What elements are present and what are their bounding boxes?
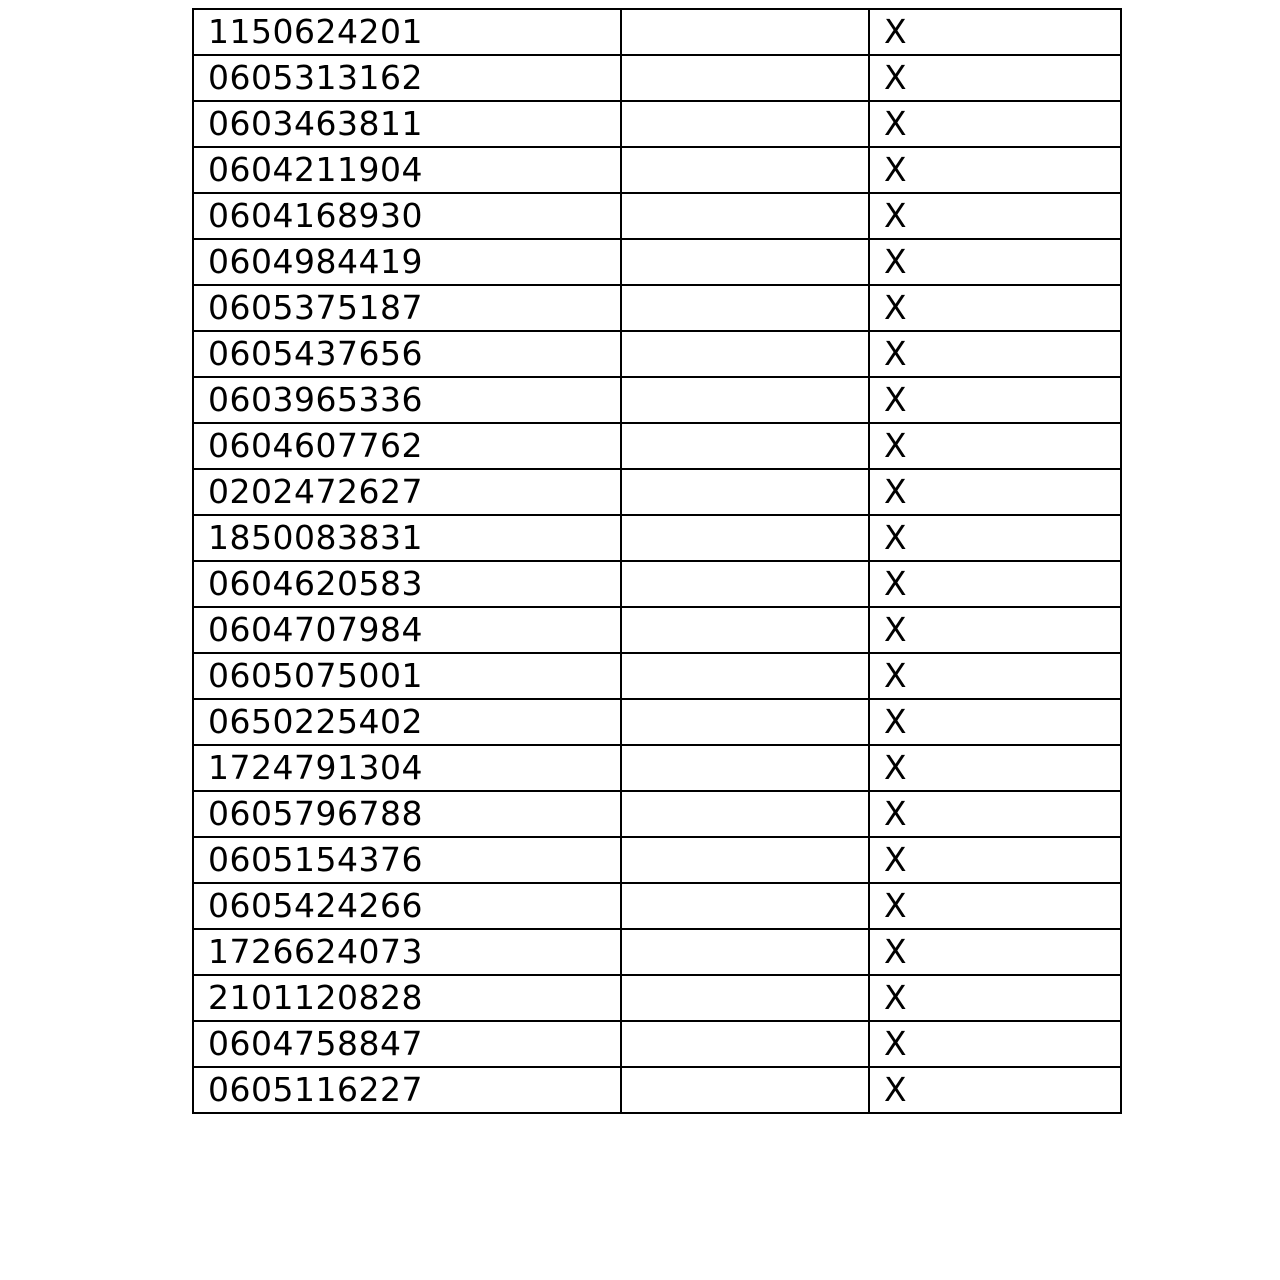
mark-cell: X <box>869 101 1121 147</box>
table-row <box>193 193 1121 239</box>
account-number-cell: 0604168930 <box>193 193 621 239</box>
account-number-cell: 0603965336 <box>193 377 621 423</box>
table-row <box>193 653 1121 699</box>
account-number-cell: 0605796788 <box>193 791 621 837</box>
account-number-cell: 1850083831 <box>193 515 621 561</box>
mark-cell: X <box>869 1067 1121 1113</box>
table-row <box>193 377 1121 423</box>
account-number-cell: 0604607762 <box>193 423 621 469</box>
blank-cell <box>621 745 869 791</box>
account-number-cell: 0604707984 <box>193 607 621 653</box>
mark-cell: X <box>869 699 1121 745</box>
table-row <box>193 1067 1121 1113</box>
account-number-cell: 0604211904 <box>193 147 621 193</box>
table-container <box>192 8 1076 1114</box>
mark-cell: X <box>869 653 1121 699</box>
mark-cell: X <box>869 55 1121 101</box>
table-row <box>193 1021 1121 1067</box>
table-row <box>193 699 1121 745</box>
account-number-cell: 0202472627 <box>193 469 621 515</box>
blank-cell <box>621 469 869 515</box>
table-row <box>193 469 1121 515</box>
table-row <box>193 607 1121 653</box>
blank-cell <box>621 147 869 193</box>
account-number-cell: 0604758847 <box>193 1021 621 1067</box>
account-number-cell: 1726624073 <box>193 929 621 975</box>
mark-cell: X <box>869 377 1121 423</box>
table-row <box>193 929 1121 975</box>
table-row <box>193 9 1121 55</box>
blank-cell <box>621 377 869 423</box>
table-row <box>193 147 1121 193</box>
mark-cell: X <box>869 745 1121 791</box>
mark-cell: X <box>869 975 1121 1021</box>
blank-cell <box>621 975 869 1021</box>
mark-cell: X <box>869 285 1121 331</box>
account-number-cell: 2101120828 <box>193 975 621 1021</box>
mark-cell: X <box>869 791 1121 837</box>
table-row <box>193 791 1121 837</box>
blank-cell <box>621 561 869 607</box>
mark-cell: X <box>869 469 1121 515</box>
table-row <box>193 285 1121 331</box>
account-number-cell: 0605116227 <box>193 1067 621 1113</box>
mark-cell: X <box>869 193 1121 239</box>
blank-cell <box>621 423 869 469</box>
blank-cell <box>621 837 869 883</box>
account-number-cell: 1724791304 <box>193 745 621 791</box>
blank-cell <box>621 1067 869 1113</box>
table-row <box>193 837 1121 883</box>
blank-cell <box>621 193 869 239</box>
mark-cell: X <box>869 331 1121 377</box>
blank-cell <box>621 699 869 745</box>
blank-cell <box>621 1021 869 1067</box>
mark-cell: X <box>869 607 1121 653</box>
blank-cell <box>621 239 869 285</box>
account-number-cell: 0650225402 <box>193 699 621 745</box>
mark-cell: X <box>869 423 1121 469</box>
mark-cell: X <box>869 515 1121 561</box>
blank-cell <box>621 9 869 55</box>
table-row <box>193 423 1121 469</box>
table-row <box>193 239 1121 285</box>
blank-cell <box>621 101 869 147</box>
table-row <box>193 55 1121 101</box>
account-number-cell: 0604984419 <box>193 239 621 285</box>
mark-cell: X <box>869 9 1121 55</box>
account-number-cell: 1150624201 <box>193 9 621 55</box>
blank-cell <box>621 791 869 837</box>
table-row <box>193 561 1121 607</box>
blank-cell <box>621 331 869 377</box>
blank-cell <box>621 55 869 101</box>
account-number-cell: 0604620583 <box>193 561 621 607</box>
account-list-table <box>192 8 1122 1114</box>
table-row <box>193 883 1121 929</box>
table-row <box>193 745 1121 791</box>
account-number-cell: 0603463811 <box>193 101 621 147</box>
mark-cell: X <box>869 837 1121 883</box>
blank-cell <box>621 929 869 975</box>
table-body <box>193 9 1121 1113</box>
mark-cell: X <box>869 929 1121 975</box>
blank-cell <box>621 653 869 699</box>
mark-cell: X <box>869 1021 1121 1067</box>
account-number-cell: 0605437656 <box>193 331 621 377</box>
table-row <box>193 101 1121 147</box>
blank-cell <box>621 515 869 561</box>
account-number-cell: 0605375187 <box>193 285 621 331</box>
mark-cell: X <box>869 239 1121 285</box>
mark-cell: X <box>869 147 1121 193</box>
mark-cell: X <box>869 883 1121 929</box>
blank-cell <box>621 883 869 929</box>
mark-cell: X <box>869 561 1121 607</box>
blank-cell <box>621 607 869 653</box>
account-number-cell: 0605424266 <box>193 883 621 929</box>
table-row <box>193 975 1121 1021</box>
account-number-cell: 0605075001 <box>193 653 621 699</box>
table-row <box>193 331 1121 377</box>
table-row <box>193 515 1121 561</box>
account-number-cell: 0605313162 <box>193 55 621 101</box>
blank-cell <box>621 285 869 331</box>
account-number-cell: 0605154376 <box>193 837 621 883</box>
